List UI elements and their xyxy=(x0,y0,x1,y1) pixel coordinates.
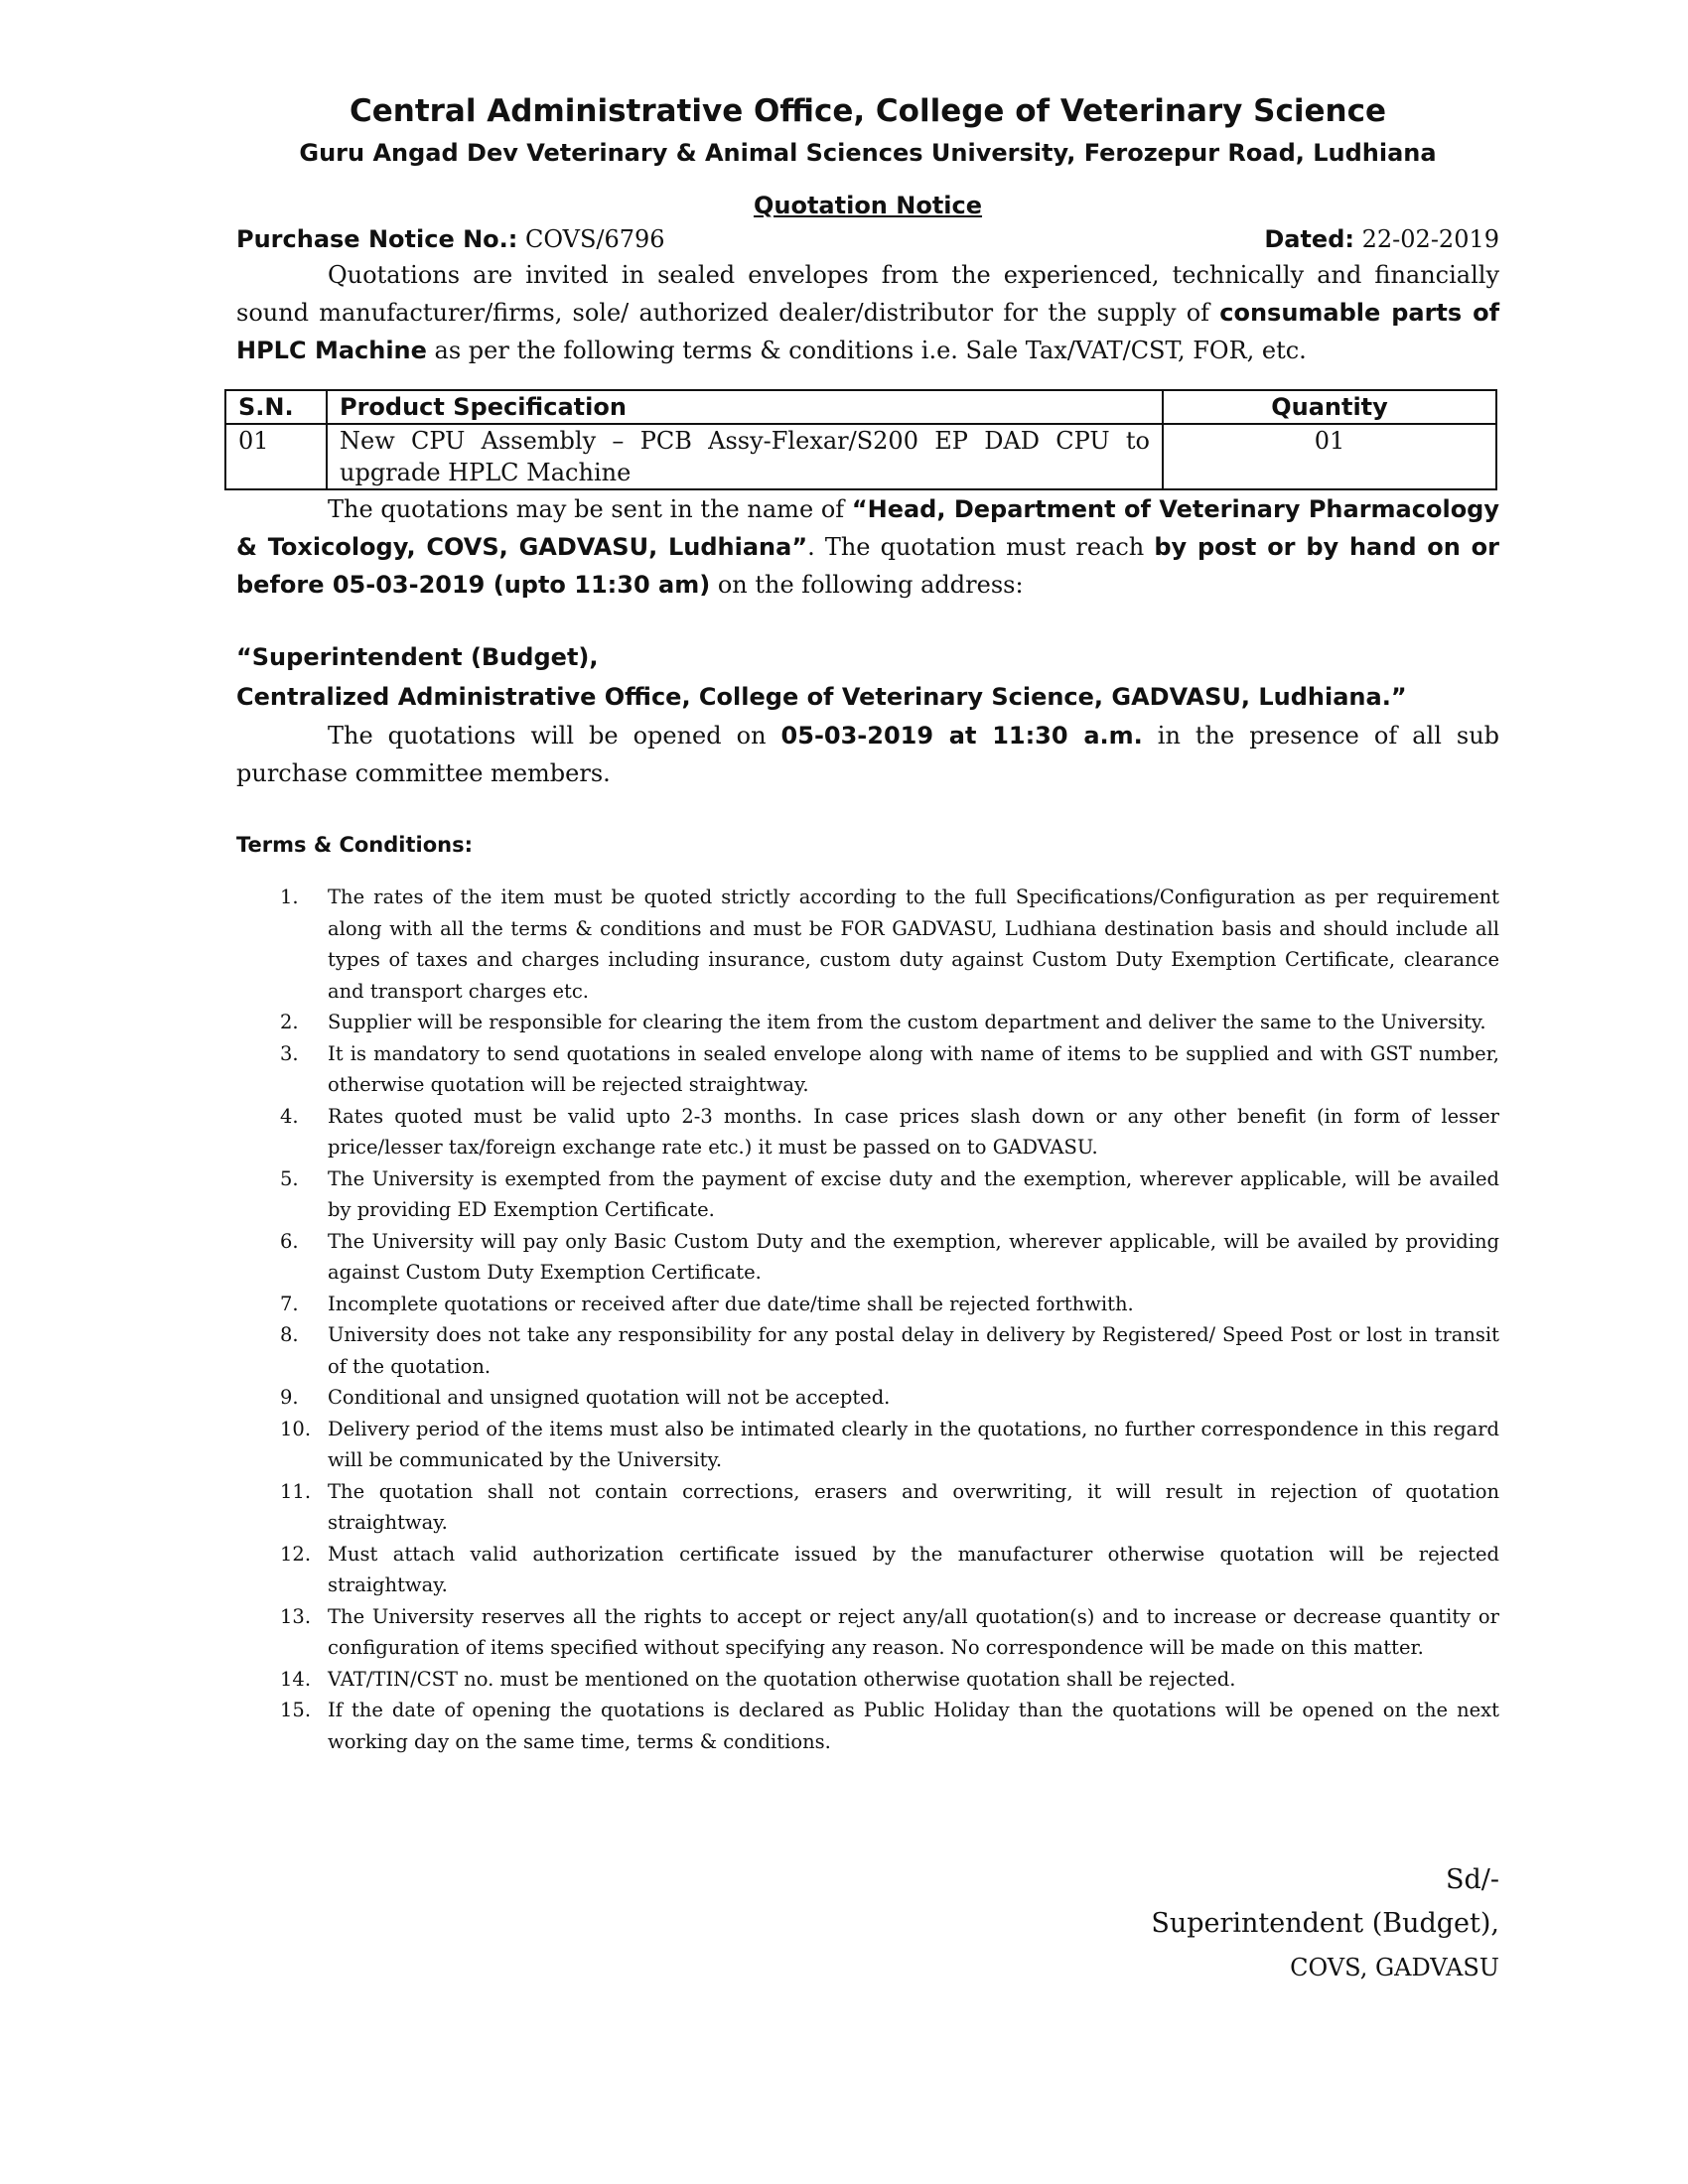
signature-title: Superintendent (Budget), xyxy=(1151,1908,1499,1939)
cell-spec: New CPU Assembly – PCB Assy-Flexar/S200 EP DAD CPU to upgrade HPLC Machine xyxy=(327,424,1163,489)
address-line-1: “Superintendent (Budget), xyxy=(236,643,599,671)
term-text: The rates of the item must be quoted strictly according to the full Specifications/Configuration as per requirement along with all the terms & conditions and must be FOR GADVASU, Ludhiana destination basis and should include all types of taxes and charges including insurance, custom duty against Custom Duty Exemption Certificate, clearance and transport charges etc. xyxy=(328,886,1499,1003)
submission-text-3: on the following address: xyxy=(710,571,1024,599)
list-item xyxy=(236,1601,1499,1664)
dated-label: Dated: xyxy=(1264,225,1354,253)
term-number: 2. xyxy=(280,1011,299,1033)
purchase-notice-number: COVS/6796 xyxy=(525,225,665,253)
term-number: 9. xyxy=(280,1386,299,1409)
table-header-row xyxy=(225,390,1496,424)
signature-org: COVS, GADVASU xyxy=(1290,1954,1499,1981)
intro-bold-item: consumable parts of HPLC Machine xyxy=(236,299,1500,364)
term-number: 6. xyxy=(280,1229,299,1253)
list-item xyxy=(236,1007,1499,1038)
intro-paragraph xyxy=(236,256,1499,369)
address-line-2: Centralized Administrative Office, College of Veterinary Science, GADVASU, Ludhiana.” xyxy=(236,683,1407,711)
term-number: 12. xyxy=(280,1542,312,1566)
header-qty: Quantity xyxy=(1163,390,1496,424)
list-item xyxy=(236,1226,1499,1289)
term-number: 5. xyxy=(280,1166,299,1190)
table-row xyxy=(225,424,1496,489)
opening-text-1: The quotations will be opened on xyxy=(328,722,781,750)
page-subtitle: Guru Angad Dev Veterinary & Animal Sciences University, Ferozepur Road, Ludhiana xyxy=(299,139,1437,167)
submission-text-1: The quotations may be sent in the name of xyxy=(328,495,852,523)
list-item xyxy=(236,1101,1499,1163)
intro-text-2: as per the following terms & conditions i.e. Sale Tax/VAT/CST, FOR, etc. xyxy=(426,337,1307,364)
list-item xyxy=(236,1382,1499,1414)
list-item xyxy=(236,1289,1499,1320)
page-title: Central Administrative Office, College of Veterinary Science xyxy=(349,93,1387,129)
notice-meta-row xyxy=(236,222,1499,256)
list-item xyxy=(236,1539,1499,1601)
term-number: 14. xyxy=(280,1667,312,1691)
term-number: 10. xyxy=(280,1417,312,1440)
address-block xyxy=(236,637,1499,717)
submission-addressee: “Head, Department of Veterinary Pharmacology & Toxicology, COVS, GADVASU, Ludhiana” xyxy=(236,495,1499,561)
term-text: Incomplete quotations or received after due date/time shall be rejected forthwith. xyxy=(328,1292,1134,1315)
cell-sn: 01 xyxy=(225,424,327,489)
term-text: Delivery period of the items must also be intimated clearly in the quotations, no further correspondence in this regard will be communicated by the University. xyxy=(328,1417,1499,1471)
submission-paragraph xyxy=(236,490,1499,604)
term-number: 1. xyxy=(280,886,299,908)
list-item xyxy=(236,882,1499,1007)
term-text: University does not take any responsibility for any postal delay in delivery by Registered/ Speed Post or lost in transit of the quotation. xyxy=(328,1323,1499,1378)
signature-sd: Sd/- xyxy=(1446,1864,1499,1895)
opening-paragraph xyxy=(236,717,1499,792)
terms-list xyxy=(236,882,1499,1757)
intro-text-1: Quotations are invited in sealed envelopes from the experienced, technically and financially sound manufacturer/firms, sole/ authorized dealer/distributor for the supply of xyxy=(236,261,1499,327)
document-page xyxy=(236,89,1499,1757)
term-text: It is mandatory to send quotations in sealed envelope along with name of items to be supplied and with GST number, otherwise quotation will be rejected straightway. xyxy=(328,1041,1499,1096)
term-text: VAT/TIN/CST no. must be mentioned on the quotation otherwise quotation shall be rejected. xyxy=(328,1667,1236,1691)
list-item xyxy=(236,1038,1499,1101)
term-number: 13. xyxy=(280,1604,312,1628)
term-number: 7. xyxy=(280,1292,299,1315)
notice-heading: Quotation Notice xyxy=(753,192,983,219)
list-item xyxy=(236,1476,1499,1539)
list-item xyxy=(236,1695,1499,1757)
header-sn: S.N. xyxy=(225,390,327,424)
term-number: 15. xyxy=(280,1699,312,1721)
term-number: 4. xyxy=(280,1104,299,1128)
signature-block xyxy=(1151,1858,1499,1989)
cell-qty: 01 xyxy=(1163,424,1496,489)
term-number: 8. xyxy=(280,1323,299,1346)
submission-text-2: . The quotation must reach xyxy=(807,533,1155,561)
items-table xyxy=(224,389,1497,490)
term-number: 3. xyxy=(280,1041,299,1065)
list-item xyxy=(236,1414,1499,1476)
notice-date xyxy=(1264,222,1499,256)
list-item xyxy=(236,1163,1499,1226)
term-text: The University reserves all the rights to accept or reject any/all quotation(s) and to increase or decrease quantity or configuration of items specified without specifying any reason. No correspondence will be made on this matter. xyxy=(328,1604,1499,1659)
header-spec: Product Specification xyxy=(327,390,1163,424)
opening-text-2: in the presence of all sub purchase committee members. xyxy=(236,722,1500,787)
list-item xyxy=(236,1664,1499,1696)
term-text: Must attach valid authorization certificate issued by the manufacturer otherwise quotation will be rejected straightway. xyxy=(328,1542,1499,1596)
term-text: Supplier will be responsible for clearing the item from the custom department and deliver the same to the University. xyxy=(328,1011,1486,1033)
term-number: 11. xyxy=(280,1479,312,1503)
purchase-notice xyxy=(236,222,665,256)
purchase-notice-label: Purchase Notice No.: xyxy=(236,225,518,253)
terms-title: Terms & Conditions: xyxy=(236,833,473,857)
list-item xyxy=(236,1319,1499,1382)
term-text: The University is exempted from the payment of excise duty and the exemption, wherever applicable, will be availed by providing ED Exemption Certificate. xyxy=(328,1166,1499,1221)
submission-deadline: by post or by hand on or before 05-03-2019 (upto 11:30 am) xyxy=(236,533,1500,599)
term-text: The quotation shall not contain corrections, erasers and overwriting, it will result in rejection of quotation straightway. xyxy=(328,1479,1499,1534)
term-text: The University will pay only Basic Custom Duty and the exemption, wherever applicable, will be availed by providing against Custom Duty Exemption Certificate. xyxy=(328,1229,1499,1284)
opening-datetime: 05-03-2019 at 11:30 a.m. xyxy=(780,722,1143,750)
dated-value: 22-02-2019 xyxy=(1361,225,1499,253)
term-text: Rates quoted must be valid upto 2-3 months. In case prices slash down or any other benefit (in form of lesser price/lesser tax/foreign exchange rate etc.) it must be passed on to GADVASU. xyxy=(328,1104,1499,1159)
term-text: If the date of opening the quotations is declared as Public Holiday than the quotations will be opened on the next working day on the same time, terms & conditions. xyxy=(328,1699,1499,1753)
term-text: Conditional and unsigned quotation will not be accepted. xyxy=(328,1386,891,1409)
